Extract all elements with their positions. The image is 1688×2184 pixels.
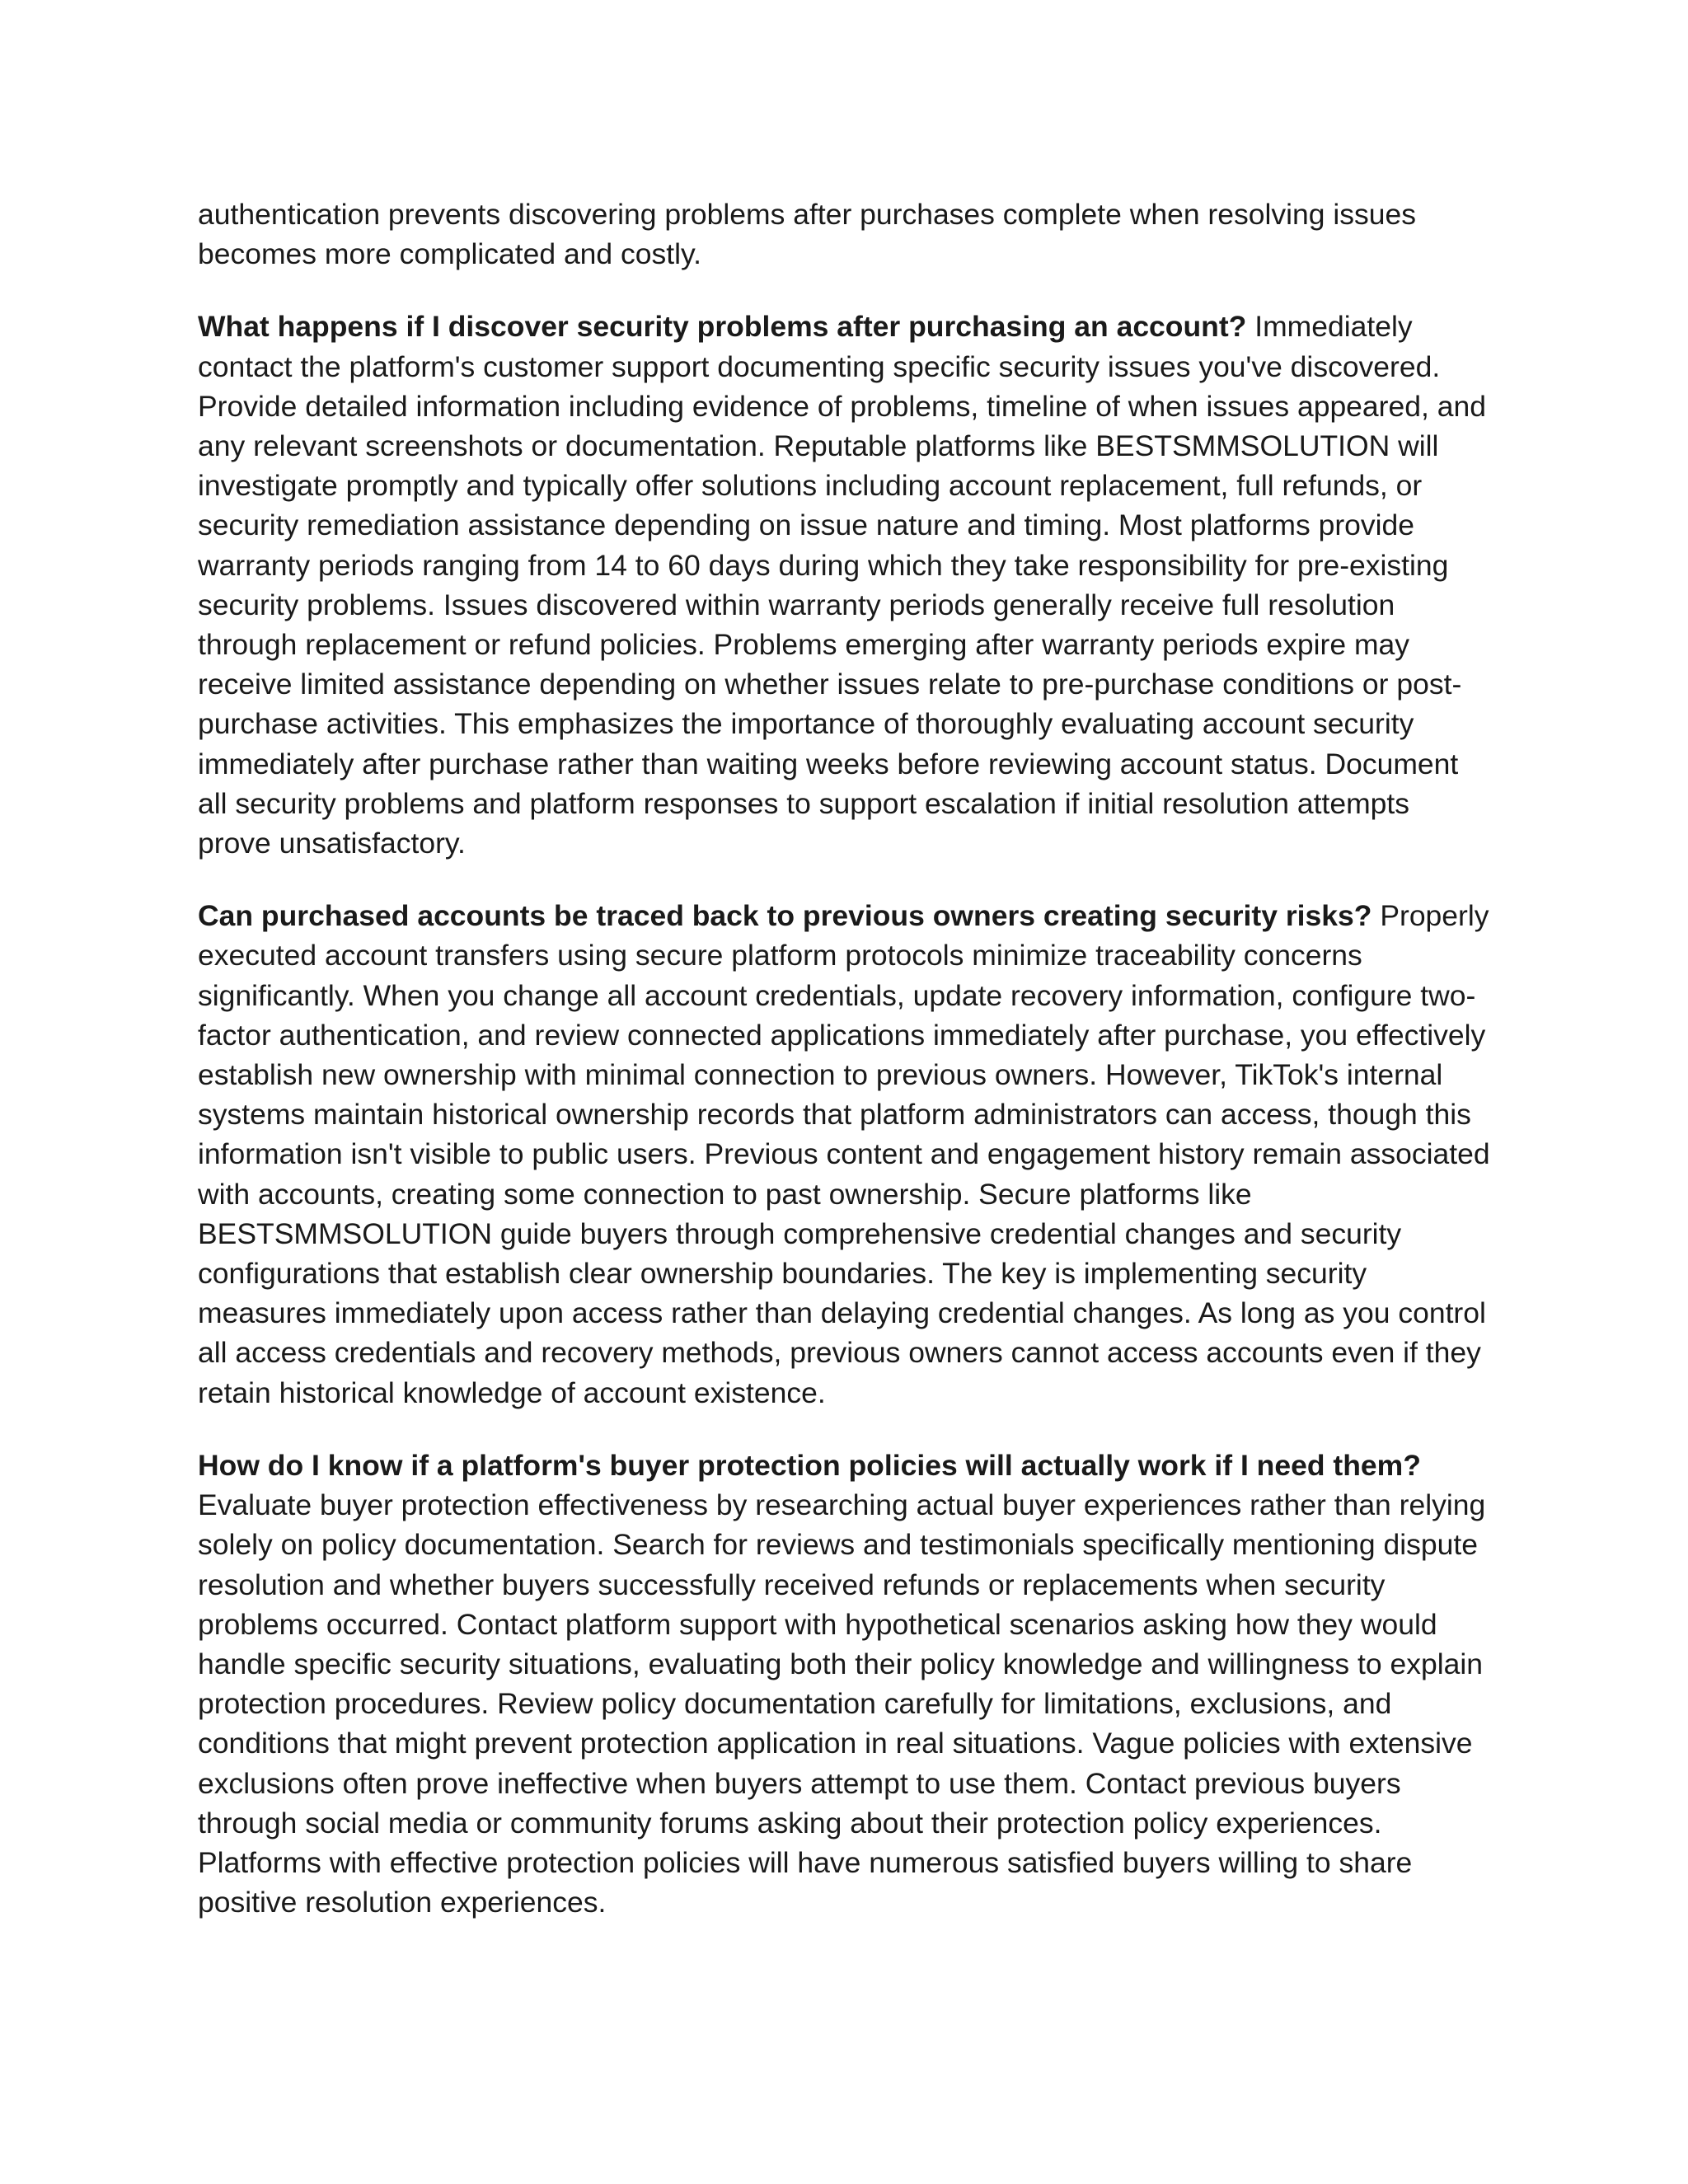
faq-answer: Evaluate buyer protection effectiveness by researching actual buyer experiences rather than relying solely on policy documentation. Search for reviews and testimonials specifically mentioning dispute resolution and whether buyers successfully received refunds or replacements when security problems occurred. Contact platform support with hypothetical scenarios asking how they would handle specific security situations, evaluating both their policy knowledge and willingness to explain protection procedures. Review policy documentation carefully for limitations, exclusions, and conditions that might prevent protection application in real situations. Vague policies with extensive exclusions often prove ineffective when buyers attempt to use them. Contact previous buyers through social media or community forums asking about their protection policy experiences. Platforms with effective protection policies will have numerous satisfied buyers willing to share positive resolution experiences. (198, 1488, 1486, 1919)
faq-item-buyer-protection (198, 1446, 1490, 1922)
document-page (198, 194, 1490, 1955)
faq-question: What happens if I discover security problems after purchasing an account? (198, 310, 1247, 344)
faq-answer: Properly executed account transfers using secure platform protocols minimize traceability concerns significantly. When you change all account credentials, update recovery information, configure two-factor authentication, and review connected applications immediately after purchase, you effectively establish new ownership with minimal connection to previous owners. However, TikTok's internal systems maintain historical ownership records that platform administrators can access, though this information isn't visible to public users. Previous content and engagement history remain associated with accounts, creating some connection to past ownership. Secure platforms like BESTSMMSOLUTION guide buyers through comprehensive credential changes and security configurations that establish clear ownership boundaries. The key is implementing security measures immediately upon access rather than delaying credential changes. As long as you control all access credentials and recovery methods, previous owners cannot access accounts even if they retain historical knowledge of account existence. (198, 899, 1490, 1409)
faq-question: Can purchased accounts be traced back to previous owners creating security risks? (198, 899, 1372, 933)
faq-question: How do I know if a platform's buyer protection policies will actually work if I need them? (198, 1448, 1421, 1482)
intro-paragraph: authentication prevents discovering problems after purchases complete when resolving issues becomes more complicated and costly. (198, 198, 1416, 271)
faq-item-security-problems (198, 307, 1490, 863)
faq-answer: Immediately contact the platform's customer support documenting specific security issues you've discovered. Provide detailed information including evidence of problems, timeline of when issues appeared, and any relevant screenshots or documentation. Reputable platforms like BESTSMMSOLUTION will investigate promptly and typically offer solutions including account replacement, full refunds, or security remediation assistance depending on issue nature and timing. Most platforms provide warranty periods ranging from 14 to 60 days during which they take responsibility for pre-existing security problems. Issues discovered within warranty periods generally receive full resolution through replacement or refund policies. Problems emerging after warranty periods expire may receive limited assistance depending on whether issues relate to pre-purchase conditions or post-purchase activities. This emphasizes the importance of thoroughly evaluating account security immediately after purchase rather than waiting weeks before reviewing account status. Document all security problems and platform responses to support escalation if initial resolution attempts prove unsatisfactory. (198, 310, 1486, 860)
faq-item-traceability (198, 896, 1490, 1413)
